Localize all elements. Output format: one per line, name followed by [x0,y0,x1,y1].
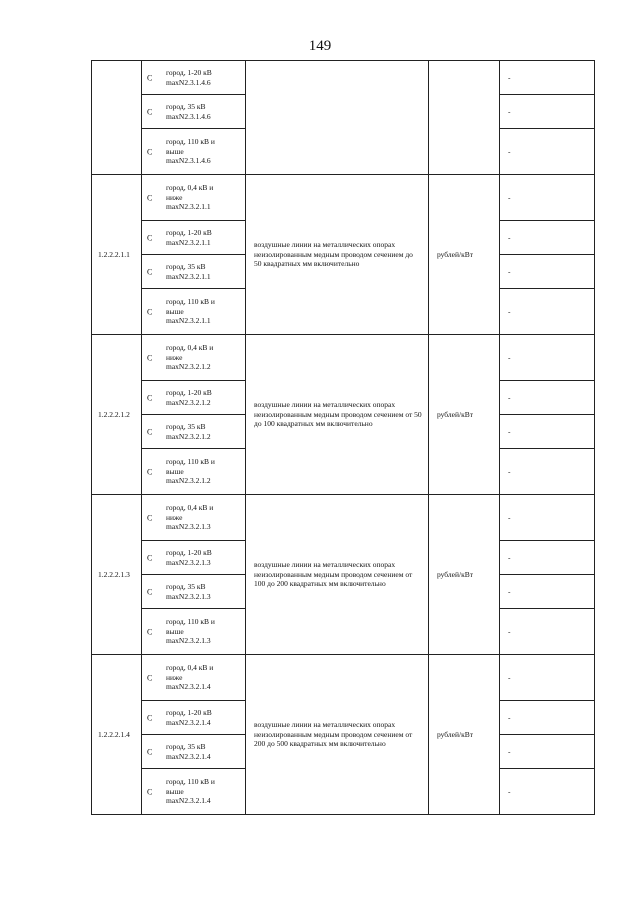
table-row [92,61,595,95]
code-cell-continued [92,61,142,175]
category-line: выше [166,626,184,636]
category-line: выше [166,146,184,156]
category-line: maxN2.3.2.1.3 [166,557,211,567]
category-line: maxN2.3.2.1.4 [166,796,211,806]
category-text [142,547,245,568]
value-cell: - [500,289,595,335]
item-unit: рублей/кВт [429,175,500,335]
category-line: город, 110 кВ и [166,777,215,787]
category-line: maxN2.3.1.4.6 [166,77,211,87]
voltage-category-cell [142,735,246,769]
category-line: maxN2.3.2.1.1 [166,202,211,212]
category-letter: С [147,466,153,476]
item-code: 1.2.2.2.1.2 [92,335,142,495]
category-line: maxN2.3.2.1.1 [166,271,211,281]
table-row [92,655,595,701]
category-line: ниже [166,672,183,682]
category-text [142,227,245,248]
value-cell: - [500,609,595,655]
unit-cell-continued [429,61,500,175]
category-line: выше [166,786,184,796]
voltage-category-cell [142,129,246,175]
category-line: maxN2.3.1.4.6 [166,111,211,121]
page-number: 149 [308,38,332,54]
voltage-category-cell [142,655,246,701]
voltage-category-cell [142,61,246,95]
value-cell: - [500,575,595,609]
item-unit: рублей/кВт [429,655,500,815]
category-line: город, 1-20 кВ [166,228,212,237]
category-letter: С [147,392,153,402]
category-line: ниже [166,192,183,202]
category-text [142,136,245,167]
category-line: город, 110 кВ и [166,457,215,467]
category-letter: С [147,586,153,596]
category-letter: С [147,72,153,82]
voltage-category-cell [142,289,246,335]
value-cell: - [500,61,595,95]
category-text [142,662,245,693]
item-description: воздушные линии на металлических опорах неизолированным медным проводом сечением от 50 до 100 квадратных мм включительно [246,335,429,495]
value-cell: - [500,95,595,129]
item-code: 1.2.2.2.1.1 [92,175,142,335]
category-text [142,387,245,408]
category-line: город, 1-20 кВ [166,548,212,557]
category-line: maxN2.3.2.1.4 [166,682,211,692]
category-text [142,101,245,122]
category-line: город, 35 кВ [166,582,206,591]
value-cell: - [500,175,595,221]
category-letter: С [147,232,153,242]
category-line: ниже [166,352,183,362]
category-line: город, 0,4 кВ и [166,663,214,673]
category-text [142,342,245,373]
category-letter: С [147,426,153,436]
voltage-category-cell [142,415,246,449]
value-cell: - [500,655,595,701]
category-text [142,616,245,647]
value-cell: - [500,129,595,175]
category-line: maxN2.3.2.1.2 [166,397,211,407]
value-cell: - [500,221,595,255]
category-line: maxN2.3.2.1.1 [166,237,211,247]
voltage-category-cell [142,335,246,381]
category-line: maxN2.3.2.1.2 [166,476,211,486]
description-cell-continued [246,61,429,175]
category-text [142,741,245,762]
voltage-category-cell [142,495,246,541]
category-text [142,261,245,282]
value-cell: - [500,255,595,289]
category-line: город, 35 кВ [166,742,206,751]
value-cell: - [500,335,595,381]
value-cell: - [500,495,595,541]
category-letter: С [147,146,153,156]
voltage-category-cell [142,449,246,495]
category-line: maxN2.3.2.1.2 [166,431,211,441]
category-line: maxN2.3.2.1.4 [166,751,211,761]
category-text [142,502,245,533]
category-text [142,707,245,728]
category-line: maxN2.3.2.1.2 [166,362,211,372]
category-line: maxN2.3.1.4.6 [166,156,211,166]
value-cell: - [500,541,595,575]
category-letter: С [147,106,153,116]
category-line: выше [166,466,184,476]
value-cell: - [500,735,595,769]
voltage-category-cell [142,221,246,255]
category-line: maxN2.3.2.1.1 [166,316,211,326]
category-line: город, 35 кВ [166,422,206,431]
category-text [142,456,245,487]
category-text [142,67,245,88]
category-text [142,182,245,213]
category-line: выше [166,306,184,316]
item-unit: рублей/кВт [429,495,500,655]
category-line: ниже [166,512,183,522]
category-letter: С [147,626,153,636]
item-unit: рублей/кВт [429,335,500,495]
item-code: 1.2.2.2.1.3 [92,495,142,655]
item-description: воздушные линии на металлических опорах неизолированным медным проводом сечением до 50 квадратных мм включительно [246,175,429,335]
category-line: maxN2.3.2.1.3 [166,636,211,646]
category-letter: С [147,192,153,202]
category-letter: С [147,746,153,756]
category-line: город, 1-20 кВ [166,708,212,717]
category-line: город, 0,4 кВ и [166,343,214,353]
category-line: город, 35 кВ [166,262,206,271]
voltage-category-cell [142,575,246,609]
value-cell: - [500,381,595,415]
category-letter: С [147,512,153,522]
category-line: город, 110 кВ и [166,137,215,147]
voltage-category-cell [142,701,246,735]
value-cell: - [500,769,595,815]
category-letter: С [147,712,153,722]
category-line: город, 1-20 кВ [166,68,212,77]
category-text [142,581,245,602]
voltage-category-cell [142,769,246,815]
category-letter: С [147,552,153,562]
category-line: город, 0,4 кВ и [166,183,214,193]
value-cell: - [500,449,595,495]
value-cell: - [500,701,595,735]
table-row [92,335,595,381]
category-text [142,296,245,327]
voltage-category-cell [142,381,246,415]
voltage-category-cell [142,255,246,289]
category-line: город, 110 кВ и [166,617,215,627]
category-text [142,776,245,807]
tariff-table-body [92,61,595,815]
category-line: maxN2.3.2.1.4 [166,717,211,727]
table-row [92,495,595,541]
category-letter: С [147,352,153,362]
category-letter: С [147,266,153,276]
value-cell: - [500,415,595,449]
category-letter: С [147,672,153,682]
voltage-category-cell [142,609,246,655]
voltage-category-cell [142,95,246,129]
item-description: воздушные линии на металлических опорах неизолированным медным проводом сечением от 200 до 500 квадратных мм включительно [246,655,429,815]
tariff-table [91,60,595,815]
category-letter: С [147,306,153,316]
category-text [142,421,245,442]
category-line: город, 1-20 кВ [166,388,212,397]
voltage-category-cell [142,175,246,221]
item-description: воздушные линии на металлических опорах неизолированным медным проводом сечением от 100 до 200 квадратных мм включительно [246,495,429,655]
category-letter: С [147,786,153,796]
table-row [92,175,595,221]
category-line: maxN2.3.2.1.3 [166,591,211,601]
category-line: maxN2.3.2.1.3 [166,522,211,532]
voltage-category-cell [142,541,246,575]
category-line: город, 0,4 кВ и [166,503,214,513]
category-line: город, 110 кВ и [166,297,215,307]
item-code: 1.2.2.2.1.4 [92,655,142,815]
category-line: город, 35 кВ [166,102,206,111]
